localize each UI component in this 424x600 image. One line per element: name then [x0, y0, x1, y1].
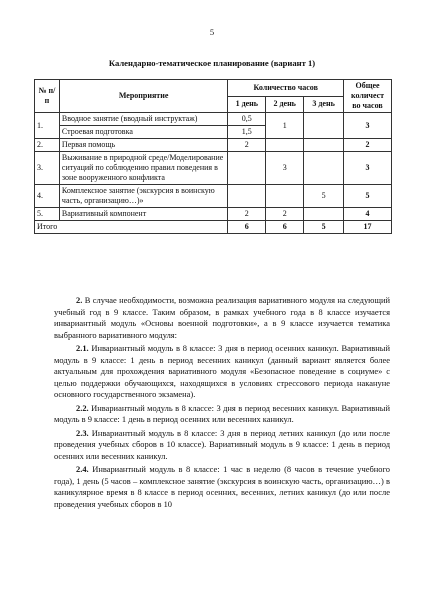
- paragraph: [54, 428, 390, 463]
- row-day2: [266, 139, 304, 152]
- row-day2: 2: [266, 208, 304, 221]
- row-day2: 3: [266, 152, 304, 185]
- header-event: Мероприятие: [59, 80, 227, 113]
- row-event: Вводное занятие (вводный инструктаж): [59, 113, 227, 126]
- header-hours: Количество часов: [228, 80, 344, 97]
- paragraph-number: 2.3.: [76, 427, 89, 438]
- row-day1: [228, 152, 266, 185]
- plan-table: [34, 79, 392, 234]
- row-day2: [266, 185, 304, 208]
- paragraph-number: 2.: [76, 295, 83, 305]
- row-day3: [304, 113, 344, 139]
- header-day3: 3 день: [304, 96, 344, 113]
- row-num: 3.: [35, 152, 60, 185]
- row-day1: 0,5: [228, 113, 266, 126]
- row-day3: 5: [304, 185, 344, 208]
- header-day1: 1 день: [228, 96, 266, 113]
- row-day1: 2: [228, 139, 266, 152]
- row-day1: 2: [228, 208, 266, 221]
- header-num: № п/п: [35, 80, 60, 113]
- table-header-row: [35, 80, 392, 97]
- row-num: 4.: [35, 185, 60, 208]
- table-row: [35, 139, 392, 152]
- table-row: [35, 208, 392, 221]
- body-text: [54, 295, 390, 512]
- totals-label: Итого: [35, 221, 228, 234]
- row-event: Выживание в природной среде/Моделирование ситуаций по соблюдению правил поведения в зоне вооруженного конфликта: [59, 152, 227, 185]
- paragraph: [54, 295, 390, 341]
- paragraph-text: В случае необходимости, возможна реализация вариативного модуля на следующий учебный год в 9 классе. Таким образом, в рамках учебного года в 8 классе изучается инвариантный модуль «Основы военной подготовки», а в 9 классе изучается тематика выбранного вариативного модуля:: [54, 295, 390, 340]
- row-day3: [304, 208, 344, 221]
- table-row: [35, 113, 392, 126]
- totals-row: [35, 221, 392, 234]
- totals-day2: 6: [266, 221, 304, 234]
- totals-total: 17: [344, 221, 392, 234]
- table-row: [35, 185, 392, 208]
- row-num: 5.: [35, 208, 60, 221]
- paragraph-text: Инвариантный модуль в 8 классе: 1 час в неделю (8 часов в течение учебного года), 1 день (5 часов – комплексное занятие (экскурсия в воинскую часть, организацию…) в каникулярное время в 8 классе в период осенних, весенних, летних каникул (до или после проведения учебных сборов в 10: [54, 464, 390, 509]
- paragraph-number: 2.2.: [76, 402, 89, 413]
- paragraph-number: 2.4.: [76, 464, 89, 474]
- paragraph: [54, 343, 390, 401]
- row-total: 3: [344, 113, 392, 139]
- totals-day1: 6: [228, 221, 266, 234]
- paragraph-text: Инвариантный модуль в 8 классе: 3 дня в период летних каникул (до или после проведения учебных сборов в 10 классе). Вариативный модуль в 9 классе: 1 день в период осенних или весенних каникул.: [54, 427, 390, 461]
- paragraph: [54, 464, 390, 510]
- page-number: 5: [209, 27, 215, 37]
- header-day2: 2 день: [266, 96, 304, 113]
- page-title: Календарно-тематическое планирование (вариант 1): [108, 58, 316, 68]
- row-num: 2.: [35, 139, 60, 152]
- row-total: 5: [344, 185, 392, 208]
- paragraph-text: Инвариантный модуль в 8 классе: 3 дня в период весенних каникул. Вариативный модуль в 9 классе: 1 день в период осенних или весенних каникул.: [54, 402, 390, 424]
- totals-day3: 5: [304, 221, 344, 234]
- row-total: 3: [344, 152, 392, 185]
- table-row: [35, 152, 392, 185]
- row-event: Строевая подготовка: [59, 126, 227, 139]
- row-day1: 1,5: [228, 126, 266, 139]
- paragraph: [54, 403, 390, 426]
- row-day2: 1: [266, 113, 304, 139]
- row-day1: [228, 185, 266, 208]
- row-day3: [304, 152, 344, 185]
- row-event: Вариативный компонент: [59, 208, 227, 221]
- header-total: Общее количест во часов: [344, 80, 392, 113]
- row-day3: [304, 139, 344, 152]
- paragraph-text: Инвариантный модуль в 8 классе: 3 дня в период осенних каникул. Вариативный модуль в 9 классе: 1 день в период весенних каникул (данный вариант является более актуальным для прохождения вариативного модуля «Безопасное поведение в социуме» с целью поддержки обучающихся, находящихся в условиях стрессового периода накануне основного государственного экзамена).: [54, 343, 390, 399]
- paragraph-number: 2.1.: [76, 343, 89, 353]
- row-total: 4: [344, 208, 392, 221]
- row-event: Первая помощь: [59, 139, 227, 152]
- row-total: 2: [344, 139, 392, 152]
- row-event: Комплексное занятие (экскурсия в воинскую часть, организацию…)»: [59, 185, 227, 208]
- row-num: 1.: [35, 113, 60, 139]
